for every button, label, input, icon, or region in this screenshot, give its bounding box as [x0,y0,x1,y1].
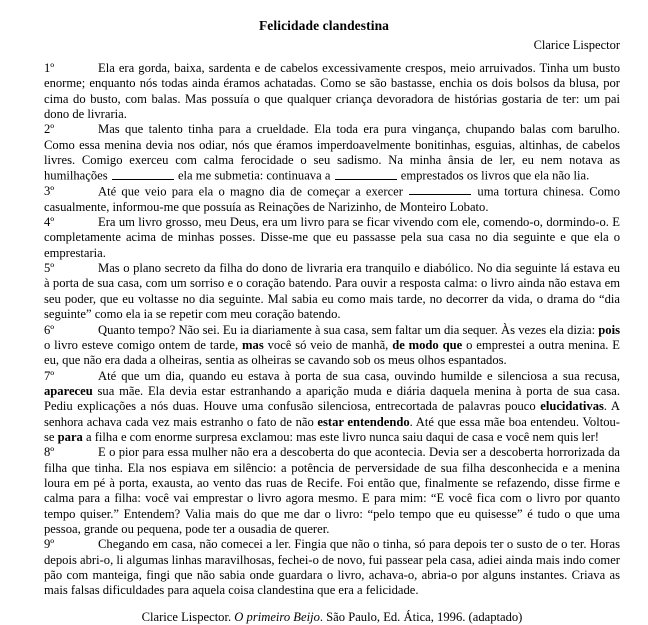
emphasized-text: estar entendendo [317,414,410,429]
paragraph-indent [60,261,98,276]
paragraph-text: Quanto tempo? Não sei. Eu ia diariamente à sua casa, sem faltar um dia sequer. Às vezes ela dizia: [98,322,599,337]
paragraph-indent [60,61,98,76]
paragraph-number: 3º [44,184,55,199]
fill-in-blank [409,184,471,195]
citation-publisher: . São Paulo, Ed. Ática, 1996. (adaptado) [319,609,523,624]
paragraph-number: 4º [44,215,55,230]
fill-in-blank [112,168,174,179]
emphasized-text: de modo que [392,337,463,352]
paragraph [44,261,620,322]
paragraph [44,61,620,122]
paragraph-text: Mas o plano secreto da filha do dono de livraria era tranquilo e diabólico. No dia seguinte lá estava eu à porta de sua casa, com um sorriso e o coração batendo. Para ouvir a resposta calma: o livro ainda não estava em seu poder, que eu voltasse no dia seguinte. Mal sabia eu como mais tarde, no decorrer da vida, o drama do “dia seguinte” como ela ia se repetir com meu coração batendo. [44,261,620,322]
paragraph-indent [60,369,98,384]
paragraph-text: ela me submetia: continuava a [174,168,334,183]
paragraph [44,323,620,369]
paragraph-text: Ela era gorda, baixa, sardenta e de cabelos excessivamente crespos, meio arruivados. Tinha um busto enorme; enquanto nós todas ainda éramos achatadas. Como se são bastasse, enchia os dois bolsos da blusa, por cima do busto, com balas. Mas possuía o que qualquer criança devoradora de histórias gostaria de ter: um pai dono de livraria. [44,61,620,122]
emphasized-text: pois [598,322,620,337]
paragraph-text: Mas que talento tinha para a crueldade. Ela toda era pura vingança, chupando balas com barulho. Como essa menina devia nos odiar, nós que éramos imperdoavelmente bonitinhas, esguias, altinhas, de cabelos livres. Comigo exerceu com calma ferocidade o seu sadismo. Na minha ânsia de ler, eu nem notava as humilhações [44,122,620,183]
paragraph-indent [60,215,98,230]
paragraph [44,215,620,261]
article-body [44,61,620,599]
paragraph-container [44,61,620,599]
paragraph-text: o livro esteve comigo ontem de tarde, [44,337,243,352]
paragraph-text: o emprestei a outra menina. E eu, que não era dada a olheiras, sentia as olheiras se cavando sob os meus olhos espantados. [44,337,621,368]
paragraph-text: sua mãe. Ela devia estar estranhando a aparição muda e diária daquela menina à porta de sua casa. Pediu explicações a nós duas. Houve uma confusão silenciosa, entrecortada de palavras pouco [44,383,620,414]
paragraph [44,537,620,598]
paragraph-number: 1º [44,61,55,75]
paragraph [44,184,620,215]
paragraph-text: Era um livro grosso, meu Deus, era um livro para se ficar vivendo com ele, comendo-o, dormindo-o. E completamente acima de minhas posses. Disse-me que eu passasse pela sua casa no dia seguinte e que ela o emprestaria. [44,215,620,260]
fill-in-blank [335,168,397,179]
emphasized-text: apareceu [44,383,93,398]
author-byline: Clarice Lispector [533,38,620,52]
paragraph [44,369,620,446]
paragraph-text: Até que veio para ela o magno dia de começar a exercer [98,184,409,199]
paragraph-indent [60,537,98,552]
paragraph-number: 2º [44,122,55,137]
paragraph-text: emprestados os livros que ela não lia. [397,168,590,183]
emphasized-text: elucidativas [540,399,604,414]
paragraph-text: uma tortura chinesa. Como casualmente, informou-me que possuía as Reinações de Narizinho, de Monteiro Lobato. [44,184,621,214]
paragraph-text: . Até que essa mãe boa entendeu. Voltou-se [44,414,620,444]
paragraph-indent [60,323,98,338]
paragraph-indent [60,184,98,199]
citation-author: Clarice Lispector. [141,609,235,624]
source-citation [0,610,648,625]
paragraph-number: 5º [44,261,55,276]
paragraph-text: . A senhora achava cada vez mais estranho o fato de não [44,399,621,429]
citation-work-title: O primeiro Beijo [234,609,320,624]
paragraph-number: 6º [44,322,55,337]
paragraph [44,122,620,184]
paragraph-indent [60,122,98,137]
paragraph [44,445,620,537]
document-page [0,18,648,624]
paragraph-text: a filha e com enorme surpresa exclamou: mas este livro nunca saiu daqui de casa e você nem quis ler! [82,429,599,444]
paragraph-number: 9º [44,537,55,552]
paragraph-number: 7º [44,368,55,383]
paragraph-indent [60,445,98,460]
paragraph-number: 8º [44,445,55,460]
emphasized-text: para [57,429,83,444]
paragraph-text: você só veio de manhã, [263,337,393,352]
paragraph-text: Até que um dia, quando eu estava à porta de sua casa, ouvindo humilde e silenciosa a sua recusa, [98,368,620,383]
emphasized-text: mas [242,337,264,352]
paragraph-text: Chegando em casa, não comecei a ler. Fingia que não o tinha, só para depois ter o susto de o ter. Horas depois abri-o, li algumas linhas maravilhosas, fechei-o de novo, fui passear pela casa, adiei ainda mais indo comer pão com manteiga, fingi que não sabia onde guardara o livro, achava-o, abria-o por alguns instantes. Criava as mais falsas dificuldades para aquela coisa clandestina que era a felicidade. [44,537,620,598]
page-title: Felicidade clandestina [258,18,390,33]
paragraph-text: E o pior para essa mulher não era a descoberta do que acontecia. Devia ser a descoberta horrorizada da filha que tinha. Ela nos espiava em silêncio: a potência de perversidade de sua filha desconhecida e a menina loura em pé à porta, exausta, ao vento das ruas de Recife. Foi então que, finalmente se refazendo, disse firme e calma para a filha: você vai emprestar o livro agora mesmo. E para mim: “E você fica com o livro por quanto tempo quiser.” Entendem? Valia mais do que me dar o livro: “pelo tempo que eu quisesse” é tudo o que uma pessoa, grande ou pequena, pode ter a ousadia de querer. [44,445,620,536]
